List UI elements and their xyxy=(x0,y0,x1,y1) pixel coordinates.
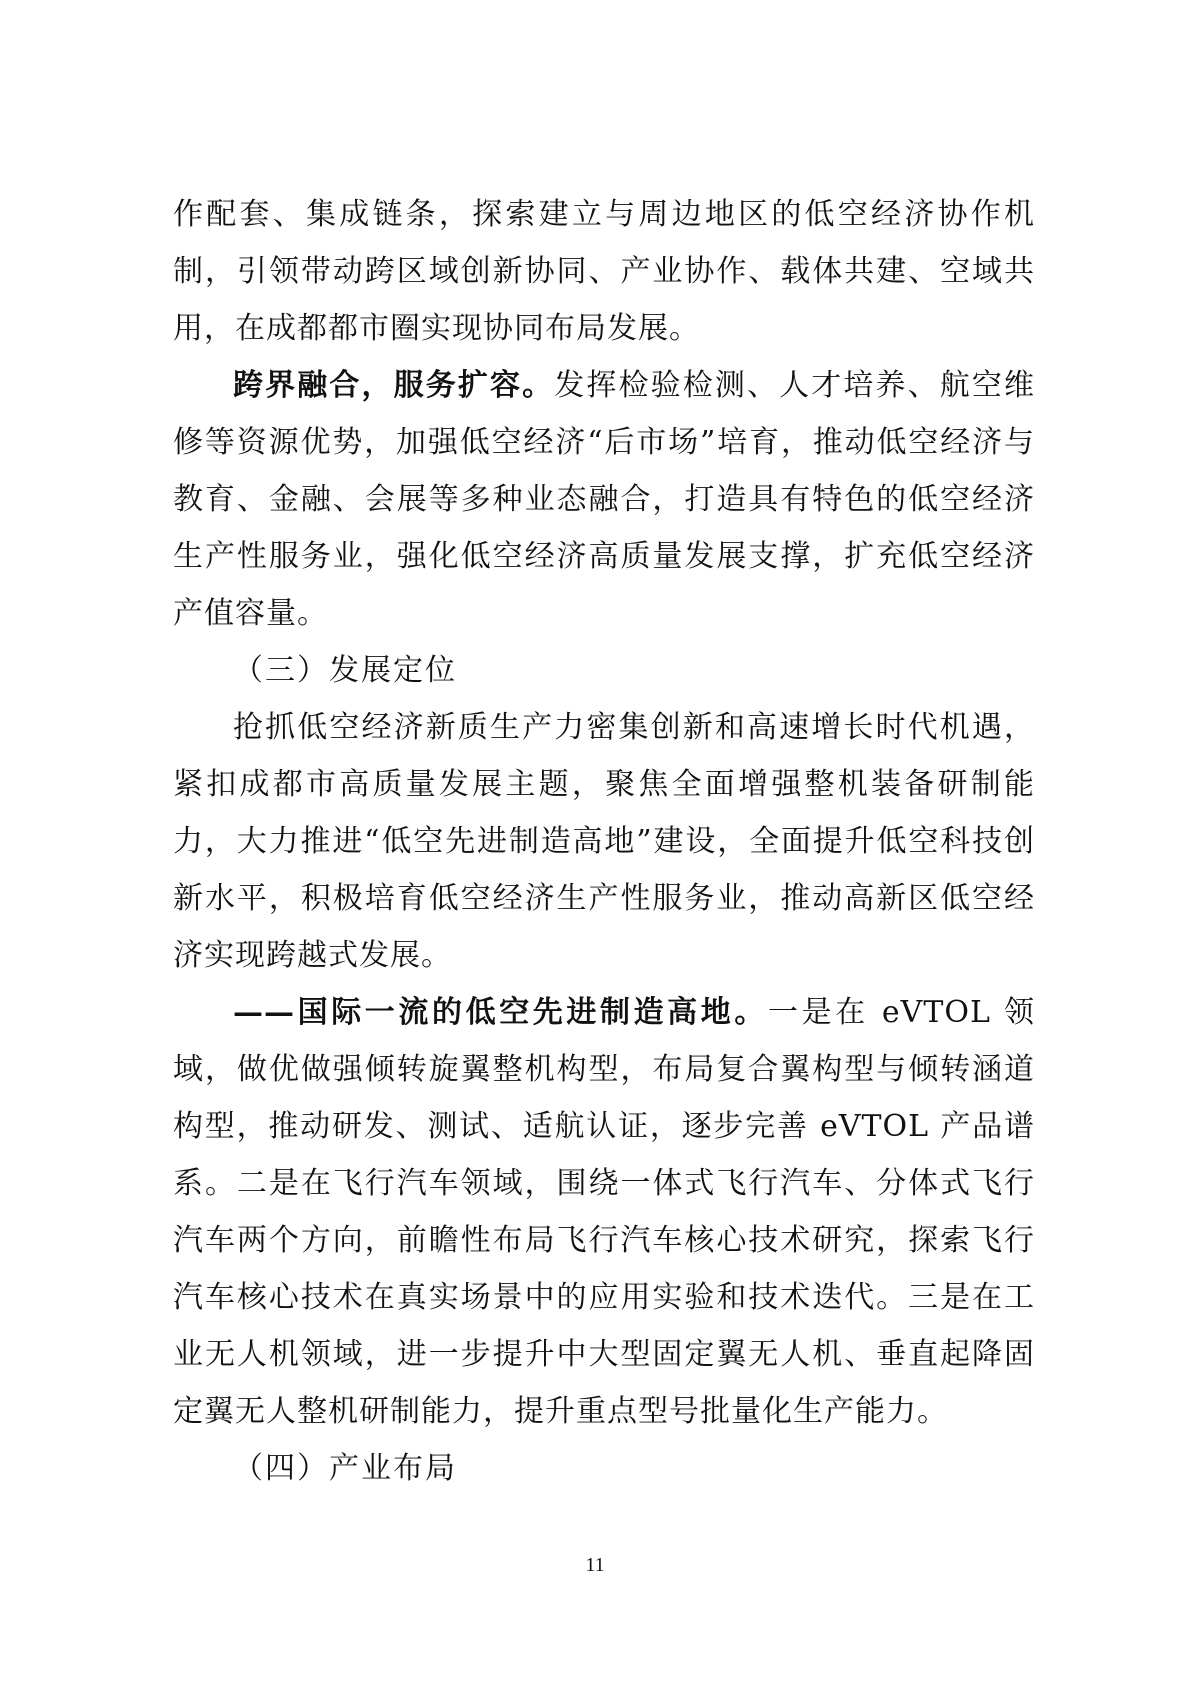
paragraph-continuation: 作配套、集成链条，探索建立与周边地区的低空经济协作机制，引领带动跨区域创新协同、产业协作、载体共建、空域共用，在成都都市圈实现协同布局发展。 xyxy=(173,197,1035,346)
paragraph-lead-bold: ——国际一流的低空先进制造高地。 xyxy=(233,995,768,1030)
section-heading-3: （三）发展定位 xyxy=(233,653,457,688)
section-heading-4: （四）产业布局 xyxy=(233,1451,457,1486)
paragraph-lead-bold: 跨界融合，服务扩容。 xyxy=(233,368,555,403)
page-number: 11 xyxy=(585,1554,605,1576)
paragraph-text: 发挥检验检测、人才培养、航空维修等资源优势，加强低空经济“后市场”培育，推动低空经济与教育、金融、会展等多种业态融合，打造具有特色的低空经济生产性服务业，强化低空经济高质量发展支撑，扩充低空经济产值容量。 xyxy=(173,368,1035,631)
paragraph-manufacturing xyxy=(173,984,1035,1440)
paragraph-cross-border xyxy=(173,357,1035,642)
paragraph-positioning: 抢抓低空经济新质生产力密集创新和高速增长时代机遇，紧扣成都市高质量发展主题，聚焦全面增强整机装备研制能力，大力推进“低空先进制造高地”建设，全面提升低空科技创新水平，积极培育低空经济生产性服务业，推动高新区低空经济实现跨越式发展。 xyxy=(173,710,1035,973)
page-body xyxy=(173,186,1035,1497)
paragraph-text: 一是在 eVTOL 领域，做优做强倾转旋翼整机构型，布局复合翼构型与倾转涵道构型，推动研发、测试、适航认证，逐步完善 eVTOL 产品谱系。二是在飞行汽车领域，围绕一体式飞行汽车、分体式飞行汽车两个方向，前瞻性布局飞行汽车核心技术研究，探索飞行汽车核心技术在真实场景中的应用实验和技术迭代。三是在工业无人机领域，进一步提升中大型固定翼无人机、垂直起降固定翼无人整机研制能力，提升重点型号批量化生产能力。 xyxy=(173,995,1035,1429)
